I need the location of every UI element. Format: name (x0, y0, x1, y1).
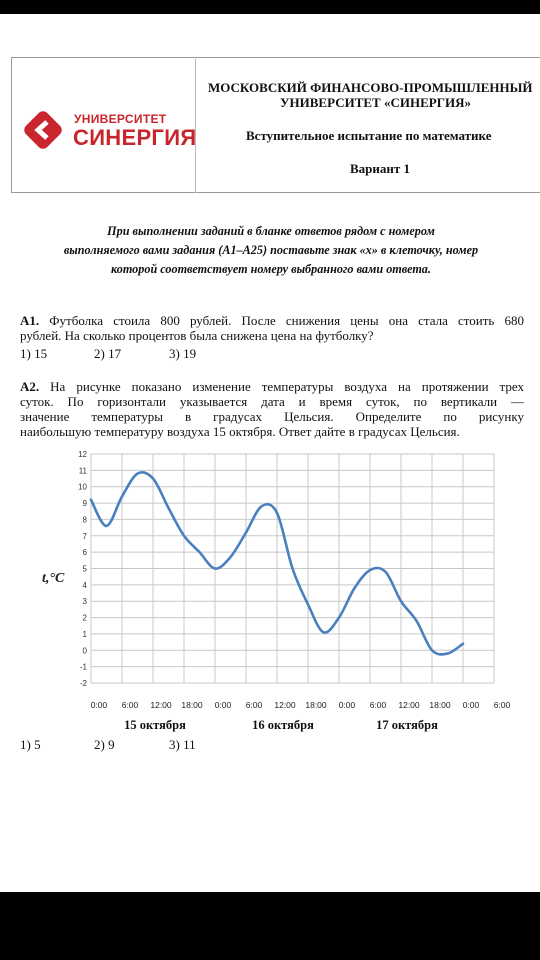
x-tick-label: 6:00 (245, 700, 263, 710)
question-text: суток. По горизонтали указывается дата и время суток, по вертикали — (20, 394, 524, 409)
x-tick-label: 6:00 (369, 700, 387, 710)
y-tick-label: 2 (82, 613, 87, 623)
x-tick-label: 12:00 (150, 700, 172, 710)
x-tick-label: 18:00 (429, 700, 451, 710)
question-text: Футболка стоила 800 рублей. После снижения цены она стала стоить 680 (49, 313, 524, 328)
x-tick-label: 12:00 (274, 700, 296, 710)
answer-option: 1) 5 (20, 737, 41, 752)
instructions-line: выполняемого вами задания (А1–А25) поставьте знак «х» в клеточку, номер (63, 243, 479, 257)
exam-title: Вступительное испытание по математике (246, 128, 492, 143)
y-tick-label: -1 (79, 662, 87, 672)
y-tick-label: 12 (78, 450, 87, 459)
question-text: значение температуры в градусах Цельсия. Определите по рисунку (20, 409, 524, 424)
instructions-line: При выполнении заданий в бланке ответов рядом с номером (107, 224, 435, 238)
question-text: рублей. На сколько процентов была снижена цена на футболку? (20, 328, 374, 343)
organization-name: МОСКОВСКИЙ ФИНАНСОВО-ПРОМЫШЛЕННЫЙ (208, 80, 533, 95)
y-tick-label: 6 (82, 548, 87, 558)
question-number: А1. (20, 313, 40, 328)
y-tick-label: 0 (82, 646, 87, 656)
logo-text-bottom: СИНЕРГИЯ (73, 125, 197, 150)
y-tick-label: 7 (82, 531, 87, 541)
answer-option: 1) 15 (20, 346, 48, 361)
x-tick-label: 0:00 (462, 700, 480, 710)
y-axis-label: t,°C (42, 571, 65, 586)
y-tick-label: 4 (82, 580, 87, 590)
y-tick-label: -2 (79, 679, 87, 688)
y-tick-label: 10 (78, 482, 87, 492)
y-tick-label: 9 (82, 499, 87, 509)
x-tick-label: 18:00 (305, 700, 327, 710)
y-tick-label: 8 (82, 515, 87, 525)
x-tick-label: 0:00 (90, 700, 108, 710)
answer-option: 3) 19 (169, 346, 197, 361)
question-text: наибольшую температуру воздуха 15 октября. Ответ дайте в градусах Цельсия. (20, 424, 460, 439)
y-tick-label: 3 (82, 597, 87, 607)
answer-option: 2) 17 (94, 346, 122, 361)
x-tick-label: 6:00 (121, 700, 139, 710)
answer-option: 3) 11 (169, 737, 196, 752)
variant-label: Вариант 1 (350, 161, 411, 176)
y-tick-label: 5 (82, 564, 87, 574)
question-number: А2. (20, 379, 40, 394)
answer-option: 2) 9 (94, 737, 115, 752)
x-tick-label: 18:00 (181, 700, 203, 710)
day-label: 16 октября (252, 718, 314, 732)
x-tick-label: 12:00 (398, 700, 420, 710)
organization-name-line2: УНИВЕРСИТЕТ «СИНЕРГИЯ» (280, 95, 471, 110)
day-label: 17 октября (376, 718, 438, 732)
y-tick-label: 1 (82, 629, 87, 639)
x-tick-label: 0:00 (338, 700, 356, 710)
question-text: На рисунке показано изменение температуры воздуха на протяжении трех (50, 379, 524, 394)
y-tick-label: 11 (78, 466, 87, 476)
instructions-line: которой соответствует номеру выбранного вами ответа. (111, 262, 431, 276)
x-tick-label: 0:00 (214, 700, 232, 710)
x-tick-label: 6:00 (493, 700, 511, 710)
logo-text-top: УНИВЕРСИТЕТ (74, 112, 167, 126)
day-label: 15 октября (124, 718, 186, 732)
